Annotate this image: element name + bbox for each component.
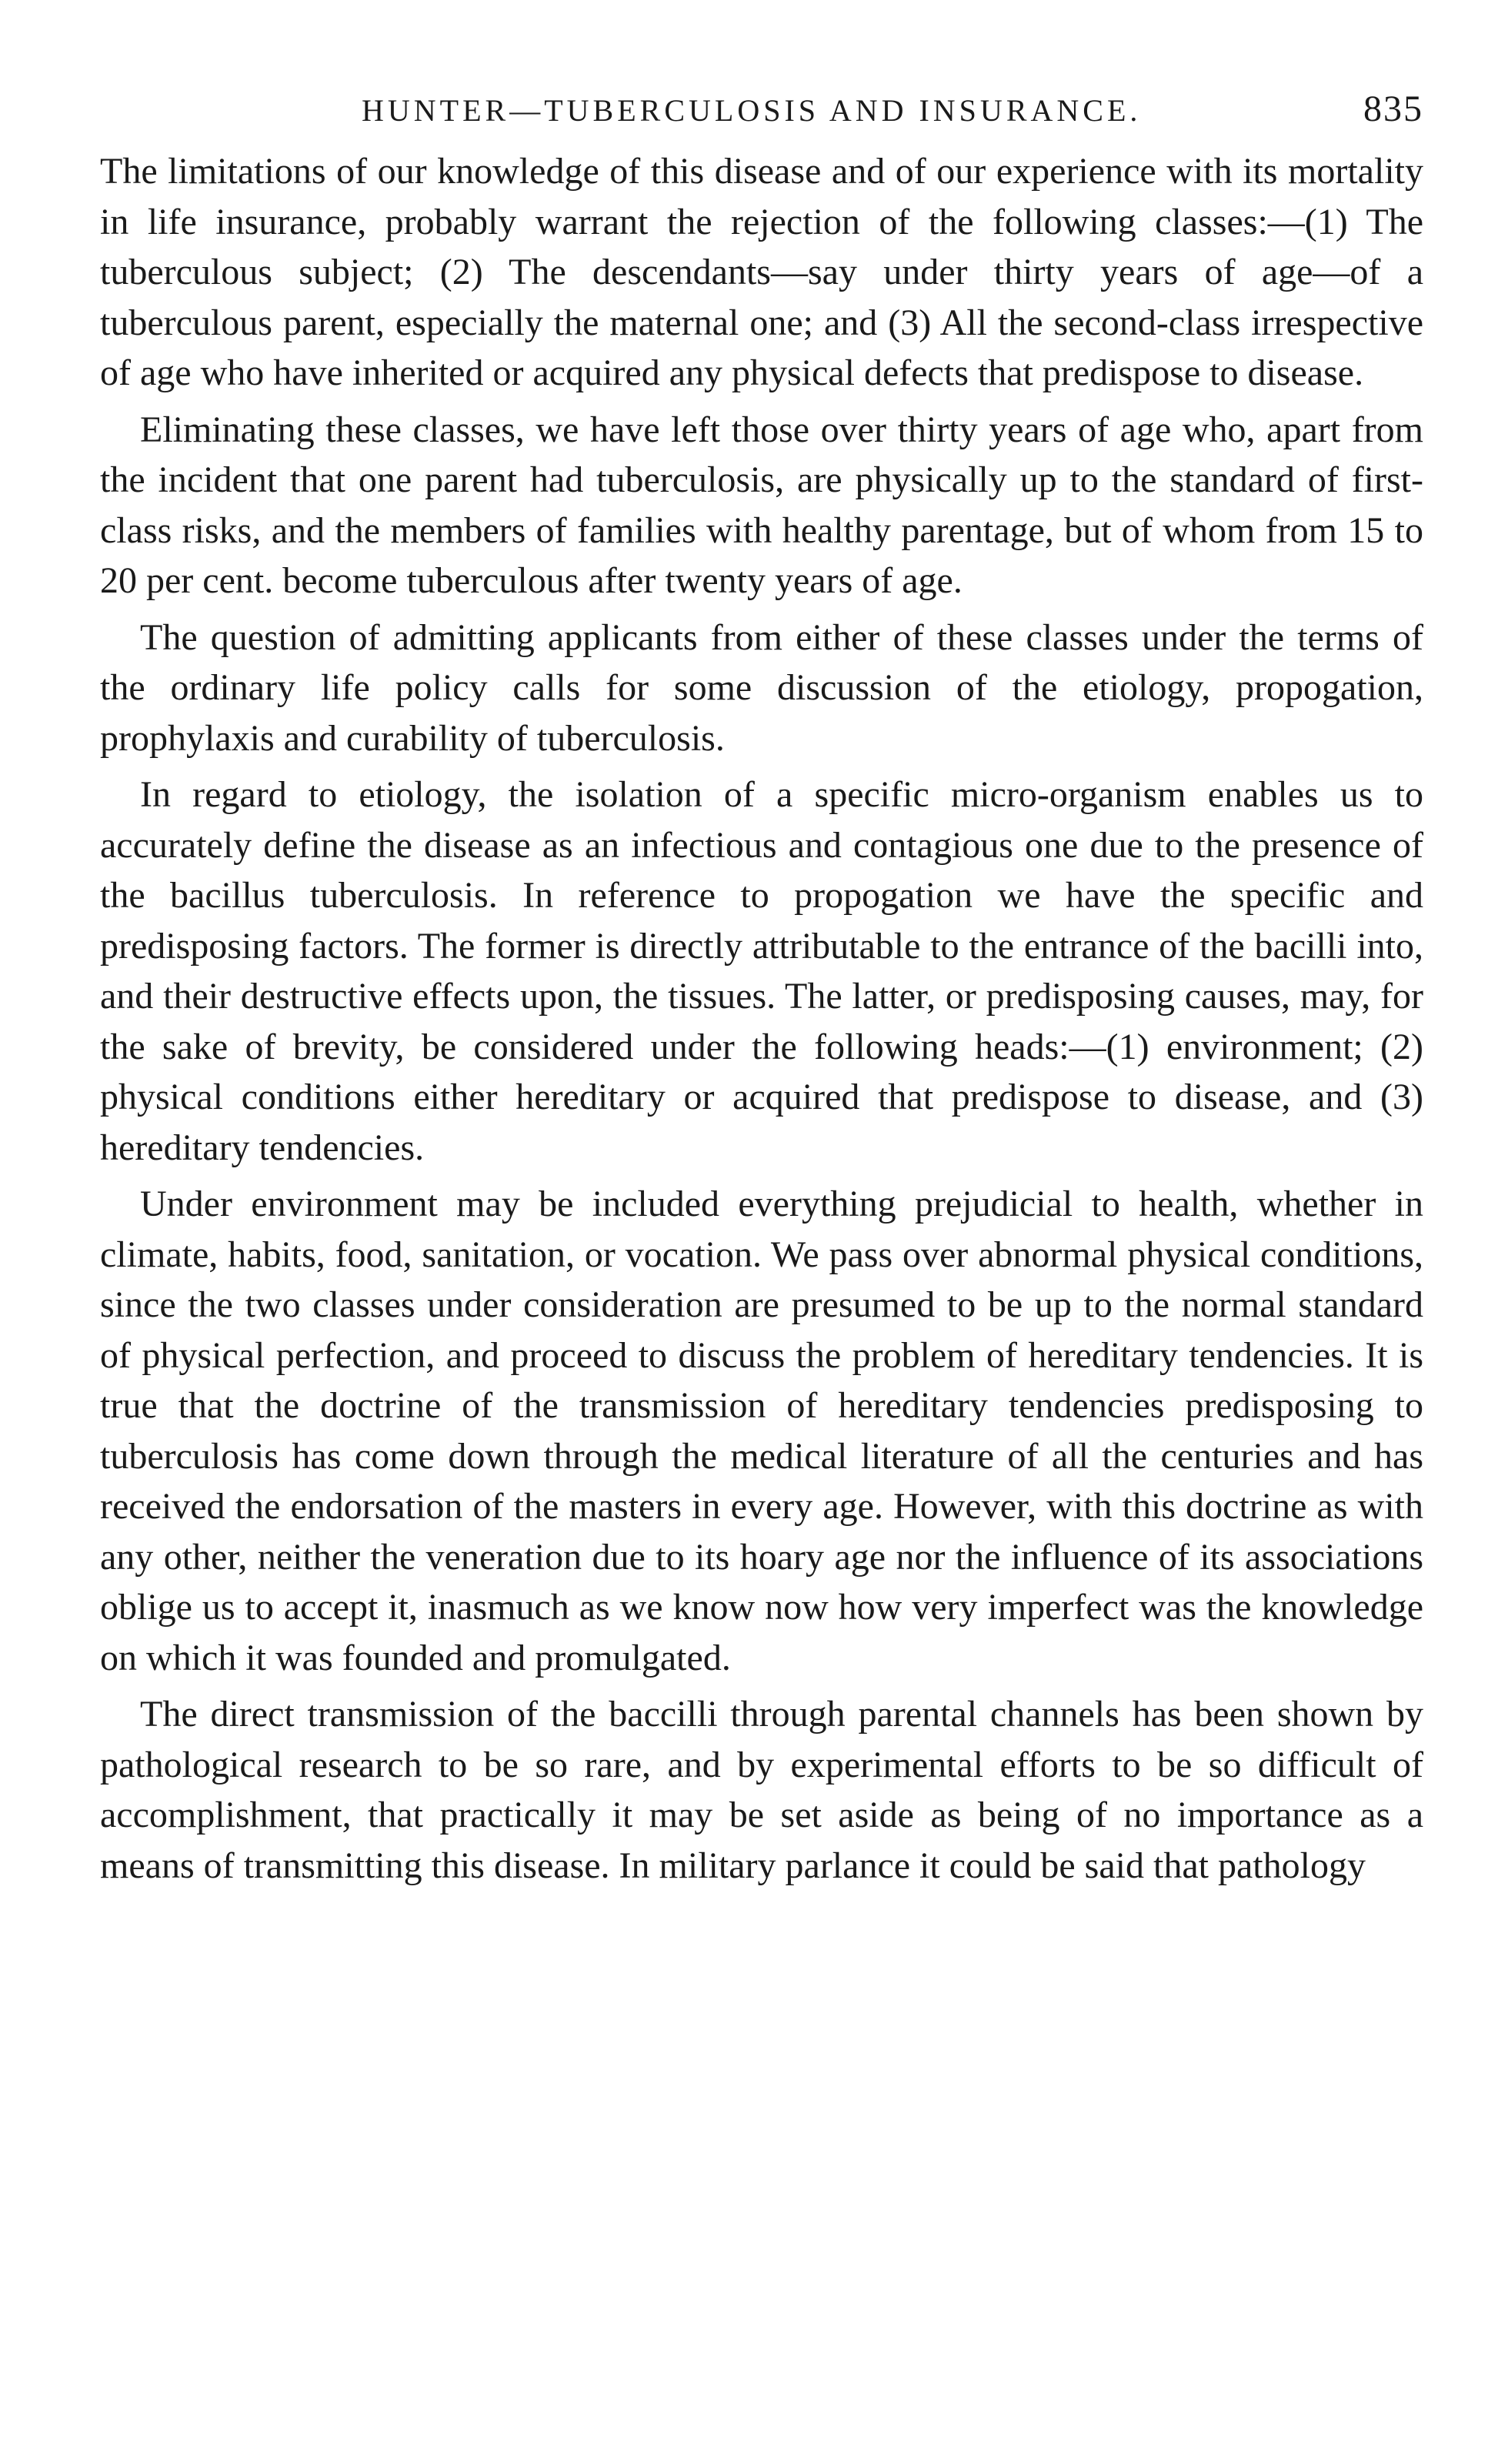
paragraph-4: In regard to etiology, the isolation of a specific micro-organism enables us to accurately define the disease as an infectious and contagious one due to the presence of the bacillus tuberculosis. In reference to propogation we have the specific and predisposing factors. The former is directly attributable to the entrance of the bacilli into, and their destructive effects upon, the tissues. The latter, or predisposing causes, may, for the sake of brevity, be considered under the following heads:—(1) environment; (2) physical conditions either hereditary or acquired that predispose to disease, and (3) hereditary tendencies. [100, 774, 1423, 1168]
running-head: HUNTER—TUBERCULOSIS AND INSURANCE. [362, 93, 1142, 128]
paragraph-2: Eliminating these classes, we have left those over thirty years of age who, apart from the incident that one parent had tuberculosis, are physically up to the standard of first-class risks, and the members of families with healthy parentage, but of whom from 15 to 20 per cent. become tuberculous after twenty years of age. [100, 409, 1423, 601]
paragraph-3: The question of admitting applicants from either of these classes under the terms of the ordinary life policy calls for some discussion of the etiology, propogation, prophylaxis and curability of tuberculosis. [100, 616, 1423, 759]
page-number: 835 [1363, 88, 1423, 129]
book-page [100, 85, 1423, 1891]
paragraph-6: The direct transmission of the baccilli through parental channels has been shown by pathological research to be so rare, and by experimental efforts to be so difficult of accomplishment, that practically it may be set aside as being of no importance as a means of transmitting this disease. In military parlance it could be said that pathology [100, 1694, 1423, 1886]
paragraph-1: The limitations of our knowledge of this disease and of our experience with its mortality in life insurance, probably warrant the rejection of the following classes:—(1) The tuberculous subject; (2) The descendants—say under thirty years of age—of a tuberculous parent, especially the maternal one; and (3) All the second-class irrespective of age who have inherited or acquired any physical defects that predispose to disease. [100, 151, 1423, 393]
paragraph-5: Under environment may be included everything prejudicial to health, whether in climate, habits, food, sanitation, or vocation. We pass over abnormal physical conditions, since the two classes under consideration are presumed to be up to the normal standard of physical perfection, and proceed to discuss the problem of hereditary tendencies. It is true that the doctrine of the transmission of hereditary tendencies predisposing to tuberculosis has come down through the medical literature of all the centuries and has received the endorsation of the masters in every age. However, with this doctrine as with any other, neither the veneration due to its hoary age nor the influence of its associations oblige us to accept it, inasmuch as we know now how very imperfect was the knowledge on which it was founded and promulgated. [100, 1184, 1423, 1678]
body-text [100, 146, 1423, 1891]
page-header [100, 85, 1423, 146]
